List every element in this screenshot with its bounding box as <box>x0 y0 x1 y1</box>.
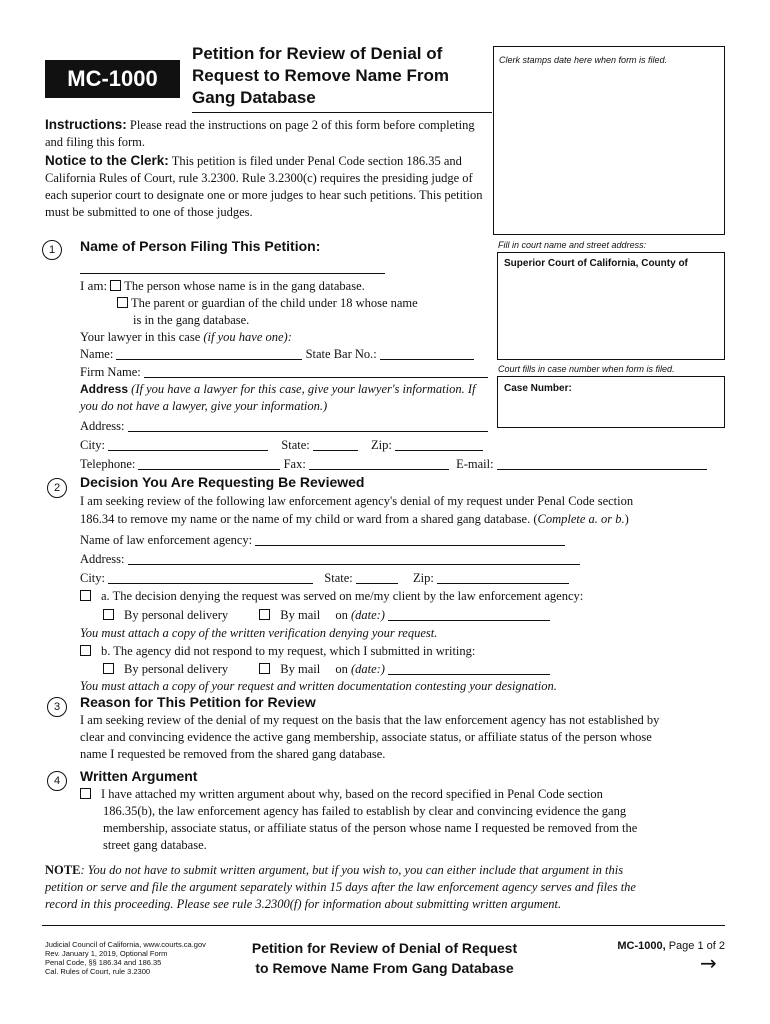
option-parent-row <box>117 295 418 312</box>
section-4-heading: Written Argument <box>80 768 198 784</box>
option-a-date-label: (date:) <box>350 608 385 622</box>
section-3-number: 3 <box>47 697 67 717</box>
written-argument-checkbox[interactable] <box>80 788 91 799</box>
section-4-line-1-row <box>80 786 603 803</box>
note-label: NOTE <box>45 863 81 877</box>
fax-label: Fax: <box>283 457 306 471</box>
footer-title-2: to Remove Name From Gang Database <box>255 960 514 976</box>
email-label: E-mail: <box>456 457 494 471</box>
option-a-date-field[interactable] <box>388 609 550 621</box>
instructions-text: Please read the instructions on page 2 of this form before completing and filing this form. <box>45 118 475 149</box>
filer-name-field[interactable] <box>80 262 385 274</box>
section-1-heading: Name of Person Filing This Petition: <box>80 238 321 254</box>
filer-address-row <box>80 418 488 435</box>
lawyer-intro <box>80 329 292 346</box>
section-2-text-2 <box>80 511 629 528</box>
address-bold-label: Address <box>80 382 129 396</box>
section-4-line-2: 186.35(b), the law enforcement agency has failed to establish by clear and convincing evidence the gang <box>103 804 627 818</box>
instructions <box>45 116 490 151</box>
option-a-personal-checkbox[interactable] <box>103 609 114 620</box>
filer-state-label: State: <box>281 438 310 452</box>
option-b-checkbox[interactable] <box>80 645 91 656</box>
case-box-note: Court fills in case number when form is filed. <box>498 364 675 374</box>
telephone-label: Telephone: <box>80 457 136 471</box>
option-b-service-row <box>103 661 550 678</box>
agency-address-row <box>80 551 580 568</box>
section-1-number: 1 <box>42 240 62 260</box>
lawyer-intro-italic: (if you have one): <box>203 330 292 344</box>
footer-left-3: Penal Code, §§ 186.34 and 186.35 <box>45 958 162 967</box>
agency-address-label: Address: <box>80 552 125 566</box>
note-line-3: record in this proceeding. Please see rule 3.2300(f) for information about submitting written argument. <box>45 897 562 911</box>
instructions-label: Instructions: <box>45 117 127 132</box>
option-a-personal-label: By personal delivery <box>124 608 229 622</box>
section-2-text-2c: ) <box>624 512 629 526</box>
case-number-box[interactable] <box>497 376 725 428</box>
court-box-note: Fill in court name and street address: <box>498 240 647 250</box>
filer-city-field[interactable] <box>108 439 268 451</box>
i-am-label: I am: <box>80 278 108 293</box>
section-2-number: 2 <box>47 478 67 498</box>
notice-label: Notice to the Clerk: <box>45 153 169 168</box>
footer-left <box>45 940 235 976</box>
option-person-label: The person whose name is in the gang database. <box>124 279 365 293</box>
footer-left-1: Judicial Council of California, www.courts.ca.gov <box>45 940 206 949</box>
email-field[interactable] <box>497 458 707 470</box>
option-b-mail-checkbox[interactable] <box>259 663 270 674</box>
footer-form-number: MC-1000, <box>617 940 666 952</box>
footer-divider <box>42 925 725 926</box>
case-number-label: Case Number: <box>504 383 572 394</box>
firm-name-field[interactable] <box>144 366 488 378</box>
footer-left-4: Cal. Rules of Court, rule 3.2300 <box>45 967 151 976</box>
agency-city-field[interactable] <box>108 572 313 584</box>
lawyer-intro-text: Your lawyer in this case <box>80 330 201 344</box>
option-b-personal-checkbox[interactable] <box>103 663 114 674</box>
section-3-line-2: clear and convincing evidence the active gang membership, associate status, or affiliate status of the person whose <box>80 730 652 744</box>
section-2-heading: Decision You Are Requesting Be Reviewed <box>80 474 365 490</box>
section-4-number: 4 <box>47 771 67 791</box>
section-4-line-1: I have attached my written argument about why, based on the record specified in Penal Code section <box>101 787 603 801</box>
footer-title <box>232 938 537 978</box>
footer-left-2: Rev. January 1, 2019, Optional Form <box>45 949 168 958</box>
agency-name-row <box>80 532 565 549</box>
filer-state-field[interactable] <box>313 439 358 451</box>
option-a-label: a. The decision denying the request was served on me/my client by the law enforcement agency: <box>101 589 584 603</box>
firm-label: Firm Name: <box>80 365 141 379</box>
i-am-row <box>80 277 365 295</box>
title-divider <box>192 112 492 113</box>
lawyer-name-row <box>80 346 474 363</box>
agency-zip-label: Zip: <box>412 571 434 585</box>
lawyer-name-label: Name: <box>80 347 114 361</box>
address-note-2: information. If you do not have a lawyer, give your information.) <box>80 382 476 413</box>
fax-field[interactable] <box>309 458 449 470</box>
filer-zip-field[interactable] <box>395 439 483 451</box>
agency-name-field[interactable] <box>255 534 565 546</box>
form-number-badge: MC-1000 <box>45 60 180 98</box>
state-bar-field[interactable] <box>380 348 474 360</box>
agency-state-field[interactable] <box>356 572 398 584</box>
filer-city-label: City: <box>80 438 106 452</box>
option-a-service-row <box>103 607 550 624</box>
next-page-arrow-icon[interactable]: → <box>700 951 717 975</box>
note-text-1: : You do not have to submit written argument, but if you wish to, you can either include that argument in this <box>80 863 624 877</box>
option-person-checkbox[interactable] <box>110 280 121 291</box>
option-b-date-label: (date:) <box>350 662 385 676</box>
court-name-box[interactable] <box>497 252 725 360</box>
option-b-row <box>80 643 475 660</box>
option-a-mail-checkbox[interactable] <box>259 609 270 620</box>
section-2-text-2b: Complete a. or b. <box>537 512 625 526</box>
clerk-stamp-note: Clerk stamps date here when form is filed. <box>499 55 668 65</box>
clerk-notice <box>45 152 495 221</box>
court-box-label: Superior Court of California, County of <box>504 258 688 269</box>
agency-state-label: State: <box>324 571 353 585</box>
note-line-1 <box>45 862 623 879</box>
clerk-stamp-box[interactable] <box>493 46 725 235</box>
footer-page-number: Page 1 of 2 <box>668 940 725 952</box>
agency-zip-field[interactable] <box>437 572 569 584</box>
section-3-heading: Reason for This Petition for Review <box>80 694 316 710</box>
filer-city-row <box>80 437 483 454</box>
address-note-1: (If you have a lawyer for this case, give your lawyer's <box>131 382 400 396</box>
option-a-checkbox[interactable] <box>80 590 91 601</box>
option-a-row <box>80 588 583 605</box>
filer-phone-row <box>80 456 707 473</box>
option-b-personal-label: By personal delivery <box>124 662 229 676</box>
firm-row <box>80 364 488 381</box>
option-b-on-label: on <box>335 662 348 676</box>
telephone-field[interactable] <box>138 458 280 470</box>
section-2-text-2a: 186.34 to remove my name or the name of my child or ward from a shared gang database. ( <box>80 512 538 526</box>
option-b-note: You must attach a copy of your request and written documentation contesting your designation. <box>80 679 557 693</box>
option-a-mail-label: By mail <box>280 608 321 622</box>
footer-title-1: Petition for Review of Denial of Request <box>251 940 518 956</box>
agency-address-field[interactable] <box>128 553 580 565</box>
filer-zip-label: Zip: <box>370 438 392 452</box>
form-title: Petition for Review of Denial of Request to Remove Name From Gang Database <box>192 44 449 107</box>
lawyer-name-field[interactable] <box>116 348 302 360</box>
option-parent-label: The parent or guardian of the child under 18 whose name <box>131 296 418 310</box>
agency-city-label: City: <box>80 571 106 585</box>
option-parent-checkbox[interactable] <box>117 297 128 308</box>
notice-text: This petition is filed under Penal Code section 186.35 and California Rules of Court, rule 3.2300. Rule 3.2300(c) requires the presiding judge of each superior court to designate one or more judges to hear such petitions. This petition must be submitted to one of those judges. <box>45 154 483 219</box>
section-2-text-1: I am seeking review of the following law enforcement agency's denial of my request under Penal Code section <box>80 494 634 508</box>
section-3-line-3: name I requested be removed from the shared gang database. <box>80 747 386 761</box>
option-b-label: b. The agency did not respond to my request, which I submitted in writing: <box>101 644 476 658</box>
option-b-date-field[interactable] <box>388 663 550 675</box>
section-3-line-1: I am seeking review of the denial of my request on the basis that the law enforcement agency has not established by <box>80 713 660 727</box>
option-parent-line2: is in the gang database. <box>133 313 250 327</box>
filer-address-field[interactable] <box>128 420 488 432</box>
agency-name-label: Name of law enforcement agency: <box>80 533 253 547</box>
option-b-mail-label: By mail <box>280 662 321 676</box>
filer-address-label: Address: <box>80 419 125 433</box>
option-a-note: You must attach a copy of the written verification denying your request. <box>80 626 438 640</box>
state-bar-label: State Bar No.: <box>305 347 377 361</box>
section-4-line-4: street gang database. <box>103 838 207 852</box>
agency-city-row <box>80 570 569 587</box>
address-note <box>80 381 495 415</box>
note-line-2: petition or serve and file the argument separately within 15 days after the law enforcement agency serves and files the <box>45 880 636 894</box>
section-4-line-3: membership, associate status, or affiliate status of the person whose name I requested be removed from the <box>103 821 638 835</box>
option-a-on-label: on <box>335 608 348 622</box>
